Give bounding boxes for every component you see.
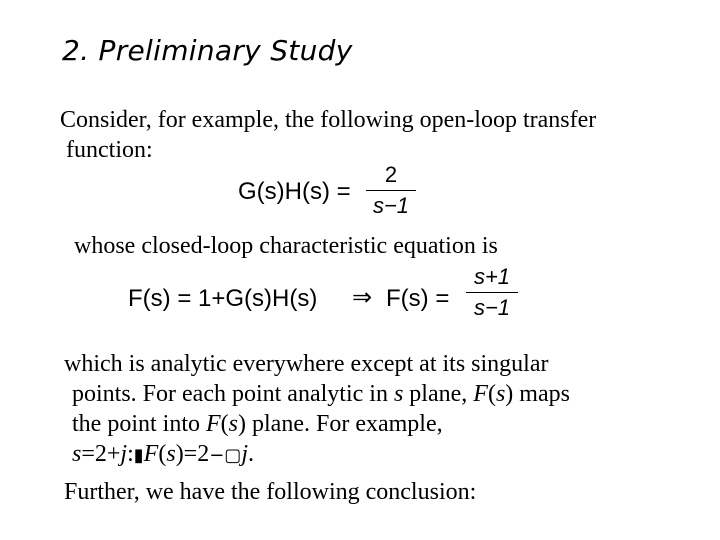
- analytic-line-4: s=2+j:▮F(s)=2−▢j.: [72, 441, 254, 467]
- closed-loop-intro: whose closed-loop characteristic equation is: [74, 233, 498, 259]
- garbled-symbol: ▮: [133, 445, 144, 466]
- intro-line-1: Consider, for example, the following open-loop transfer: [60, 107, 597, 133]
- fraction-numerator: s+1: [473, 264, 511, 289]
- implies-arrow: ⇒: [352, 284, 373, 311]
- analytic-line-1: which is analytic everywhere except at its singular: [64, 351, 549, 377]
- characteristic-equation-lhs: F(s) = 1+G(s)H(s): [128, 285, 318, 312]
- garbled-symbol: −▢: [209, 445, 242, 466]
- open-loop-transfer-function-lhs: G(s)H(s) =: [238, 178, 351, 205]
- analytic-line-2: points. For each point analytic in s plane, F(s) maps: [72, 381, 570, 407]
- fraction-denominator: s−1: [473, 295, 511, 320]
- slide-title: 2. Preliminary Study: [62, 34, 353, 67]
- open-loop-transfer-function-fraction: [366, 162, 416, 219]
- characteristic-equation-rhs: F(s) =: [386, 285, 450, 312]
- characteristic-equation-fraction: [466, 264, 518, 321]
- fraction-numerator: 2: [384, 162, 398, 187]
- fraction-bar: [366, 190, 416, 191]
- intro-line-2: function:: [66, 137, 153, 163]
- fraction-bar: [466, 292, 518, 293]
- fraction-denominator: s−1: [372, 193, 410, 218]
- analytic-line-3: the point into F(s) plane. For example,: [72, 411, 443, 437]
- conclusion-line: Further, we have the following conclusion:: [64, 479, 477, 505]
